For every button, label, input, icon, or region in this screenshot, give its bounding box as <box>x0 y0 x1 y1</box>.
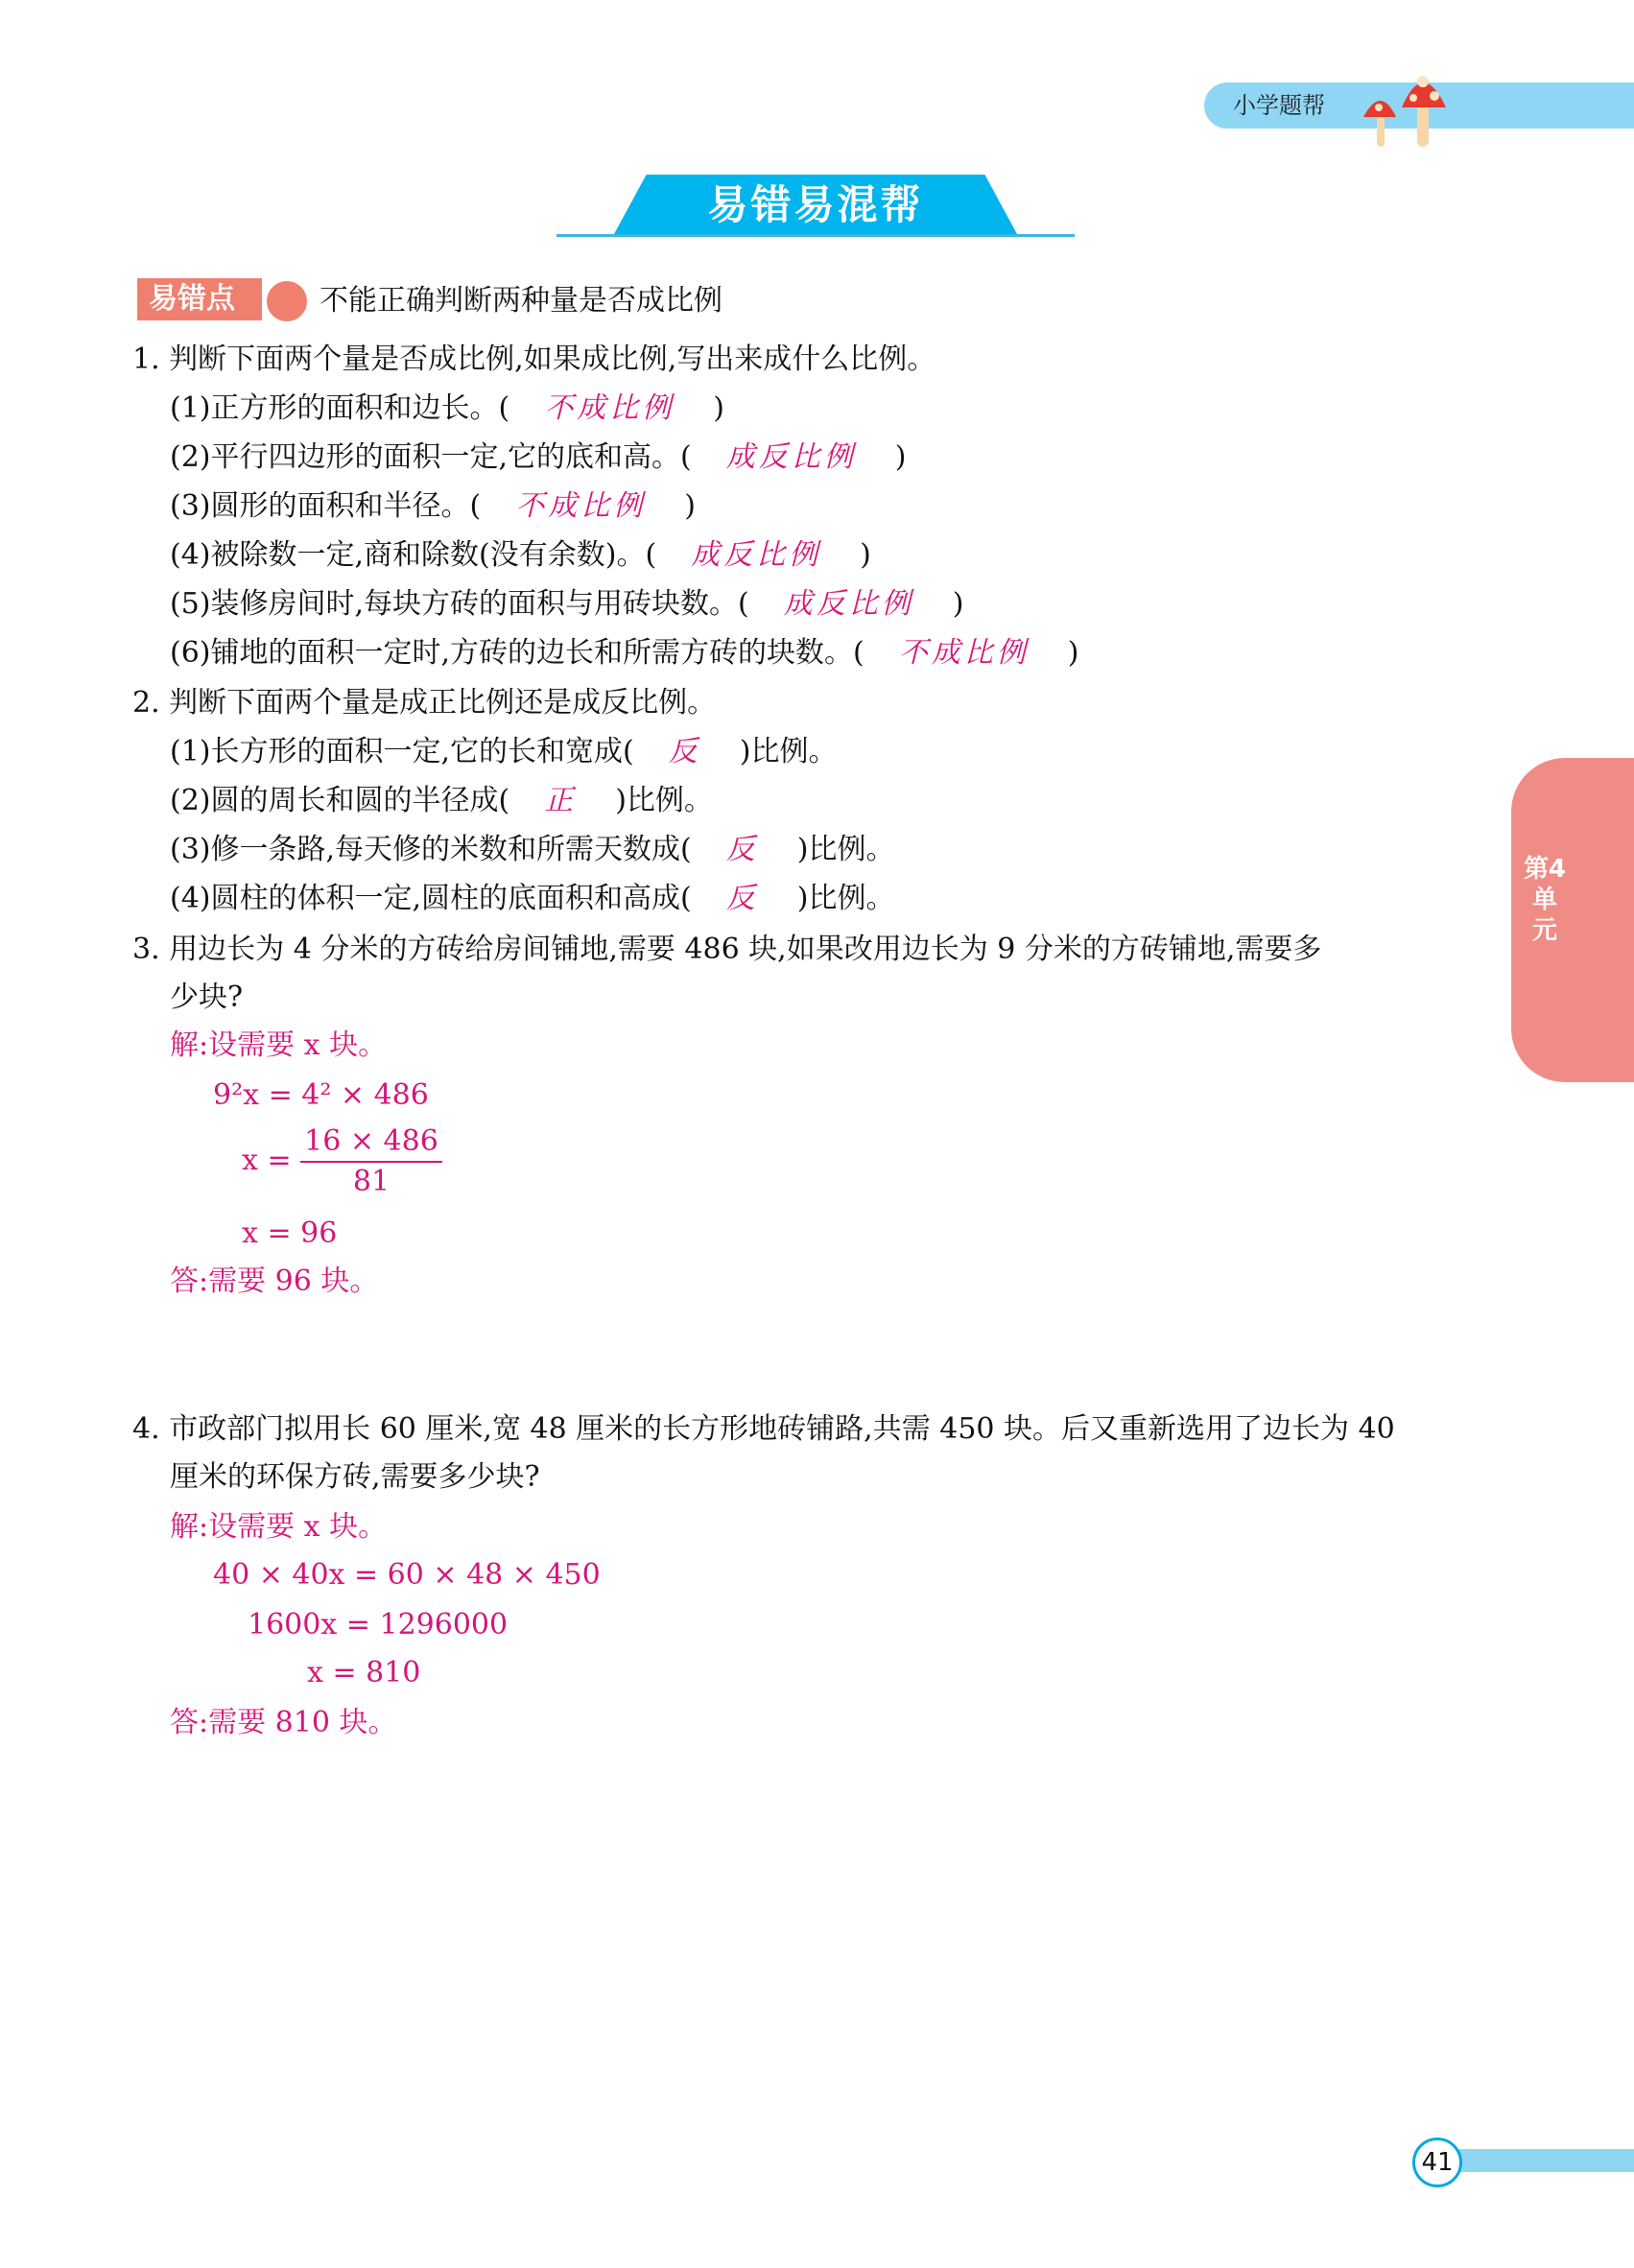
q4-stem: 4. 市政部门拟用长 60 厘米,宽 48 厘米的长方形地砖铺路,共需 450 块。后又重新选用了边长为 40 <box>132 1412 1395 1446</box>
mushroom-icon <box>1358 58 1463 149</box>
badge-circle <box>264 278 310 324</box>
q3-stem-cont: 少块? <box>170 980 244 1014</box>
q3-stem: 3. 用边长为 4 分米的方砖给房间铺地,需要 486 块,如果改用边长为 9 分米的方砖铺地,需要多 <box>132 933 1322 966</box>
q2-item <box>170 880 894 918</box>
item-text: )比例。 <box>796 833 895 866</box>
item-text: (2)圆的周长和圆的半径成( <box>170 784 510 817</box>
answer-text: 不成比例 <box>898 636 1030 670</box>
answer-text: 成反比例 <box>783 587 914 621</box>
item-text: )比例。 <box>615 784 713 817</box>
q3-eq3: x = 96 <box>242 1217 338 1250</box>
unit-label: 第4单元 <box>1523 855 1567 945</box>
q4-eq2: 1600x = 1296000 <box>248 1608 509 1642</box>
q1-item <box>170 487 696 526</box>
q4-eq1: 40 × 40x = 60 × 48 × 450 <box>213 1558 601 1592</box>
answer-text: 不成比例 <box>544 391 675 425</box>
item-text: ) <box>1067 636 1079 670</box>
q1-item <box>170 390 724 428</box>
item-text: (3)圆形的面积和半径。( <box>170 489 482 523</box>
item-text: (1)正方形的面积和边长。( <box>170 391 510 425</box>
item-text: (4)被除数一定,商和除数(没有余数)。( <box>170 538 657 572</box>
page-number-bar <box>1449 2149 1634 2172</box>
q1-item <box>170 536 871 575</box>
q4-solution: 解:设需要 x 块。 <box>170 1510 388 1544</box>
q3-eq1: 9²x = 4² × 486 <box>213 1078 429 1112</box>
item-text: ) <box>952 587 964 621</box>
item-text: ) <box>684 489 696 523</box>
q3-answer: 答:需要 96 块。 <box>170 1264 379 1298</box>
item-text: ) <box>713 391 724 425</box>
item-text: (5)装修房间时,每块方砖的面积与用砖块数。( <box>170 587 749 621</box>
q2-stem: 2. 判断下面两个量是成正比例还是成反比例。 <box>132 686 717 720</box>
q1-item <box>170 438 906 477</box>
q4-eq3: x = 810 <box>307 1656 421 1689</box>
item-text: (2)平行四边形的面积一定,它的底和高。( <box>170 440 692 474</box>
q4-answer: 答:需要 810 块。 <box>170 1706 397 1739</box>
answer-text: 正 <box>544 784 578 817</box>
q2-item <box>170 831 894 869</box>
item-text: (4)圆柱的体积一定,圆柱的底面积和高成( <box>170 882 692 915</box>
q1-item <box>170 634 1078 673</box>
item-text: (1)长方形的面积一定,它的长和宽成( <box>170 735 634 768</box>
q3-eq2: x = $\frac{16 \times 486}{81}$ <box>242 1122 442 1201</box>
item-text: (3)修一条路,每天修的米数和所需天数成( <box>170 833 692 866</box>
title-underline <box>557 234 1075 237</box>
answer-text: 反 <box>668 735 701 768</box>
item-text: ) <box>860 538 871 572</box>
answer-text: 成反比例 <box>725 440 857 474</box>
q1-stem: 1. 判断下面两个量是否成比例,如果成比例,写出来成什么比例。 <box>132 343 936 376</box>
q2-item <box>170 733 837 771</box>
q3-solution: 解:设需要 x 块。 <box>170 1028 388 1062</box>
item-text: )比例。 <box>796 882 895 915</box>
page-number: 41 <box>1412 2138 1462 2187</box>
answer-text: 反 <box>725 882 759 915</box>
item-text: (6)铺地的面积一定时,方砖的边长和所需方砖的块数。( <box>170 636 864 670</box>
q4-stem-cont: 厘米的环保方砖,需要多少块? <box>170 1460 540 1494</box>
item-text: ) <box>894 440 907 474</box>
section-title: 易错易混帮 <box>707 181 924 228</box>
error-point-badge: 易错点 <box>137 278 262 320</box>
item-text: )比例。 <box>739 735 838 768</box>
brand-label: 小学题帮 <box>1233 92 1325 119</box>
answer-text: 成反比例 <box>691 538 822 572</box>
q1-item <box>170 585 963 624</box>
answer-text: 不成比例 <box>515 489 647 523</box>
answer-text: 反 <box>725 833 759 866</box>
q2-item <box>170 782 713 820</box>
error-point-title: 不能正确判断两种量是否成比例 <box>320 284 722 318</box>
